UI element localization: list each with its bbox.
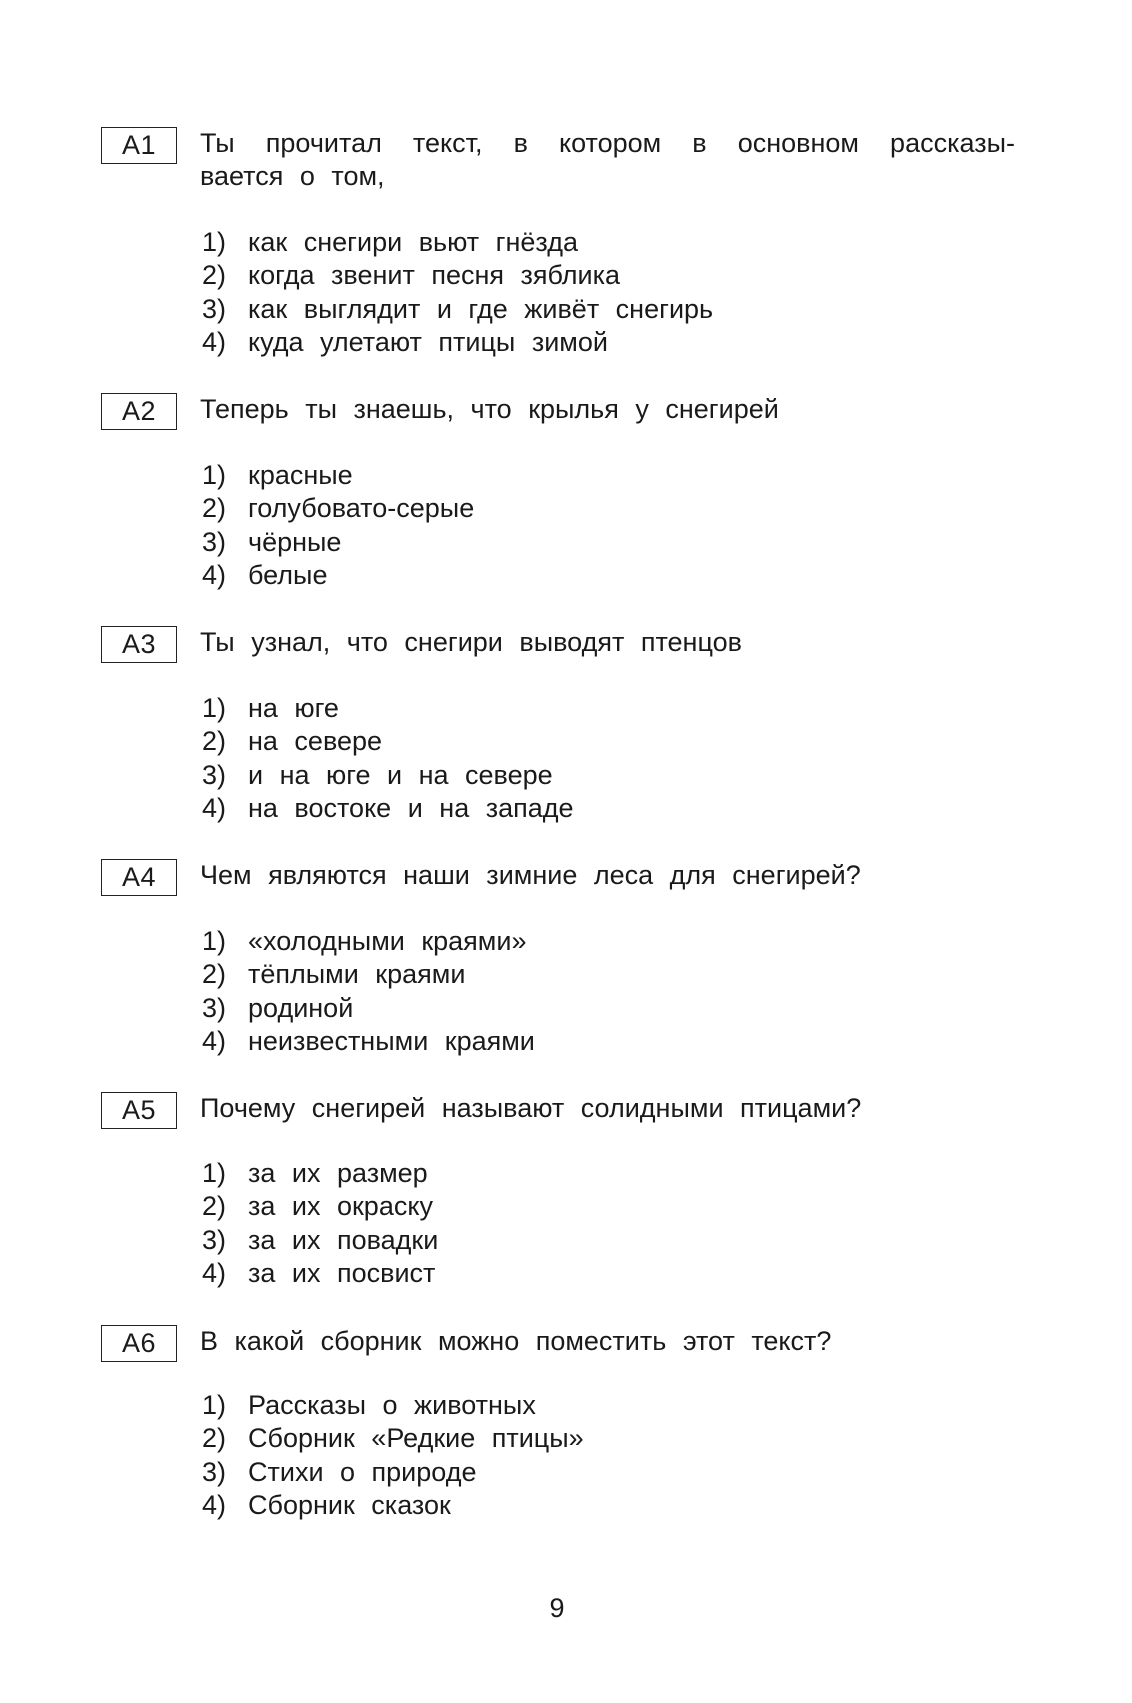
- answer-option[interactable]: 1) Рассказы о животных: [202, 1390, 536, 1420]
- answer-option[interactable]: 1) на юге: [202, 693, 339, 723]
- answer-option[interactable]: 1) как снегири вьют гнёзда: [202, 227, 578, 257]
- answer-options: [202, 925, 535, 1058]
- question-text-line: В какой сборник можно поместить этот текст?: [200, 1326, 832, 1356]
- answer-option[interactable]: 1) «холодными краями»: [202, 926, 527, 956]
- answer-option[interactable]: 3) родиной: [202, 992, 354, 1023]
- answer-option[interactable]: 2) голубовато-серые: [202, 493, 475, 524]
- answer-option[interactable]: 3) за их повадки: [202, 1224, 439, 1255]
- answer-option[interactable]: 3) и на юге и на севере: [202, 759, 553, 790]
- question-label-box: А5: [101, 1092, 177, 1129]
- question-text: [200, 859, 1020, 892]
- answer-option[interactable]: 2) на севере: [202, 726, 383, 757]
- answer-options: [202, 1157, 438, 1290]
- answer-option[interactable]: 3) как выглядит и где живёт снегирь: [202, 293, 714, 324]
- question-label-box: А2: [101, 393, 177, 430]
- answer-option[interactable]: 4) за их посвист: [202, 1257, 436, 1288]
- question-label-box: А1: [101, 127, 177, 164]
- answer-option[interactable]: 2) тёплыми краями: [202, 959, 466, 990]
- question-text: [200, 1325, 1020, 1358]
- answer-option[interactable]: 4) Сборник сказок: [202, 1489, 451, 1520]
- question-text: [200, 1092, 1020, 1125]
- page-number: 9: [549, 1593, 565, 1623]
- question-text-line: Ты прочитал текст, в котором в основном рассказы-: [200, 128, 1015, 158]
- answer-option[interactable]: 4) неизвестными краями: [202, 1025, 535, 1056]
- question-text-line: вается о том,: [200, 161, 385, 191]
- question-text: [200, 393, 1020, 426]
- answer-option[interactable]: 1) красные: [202, 460, 353, 490]
- answer-options: [202, 1389, 584, 1522]
- answer-options: [202, 459, 474, 592]
- question-text-line: Чем являются наши зимние леса для снегирей?: [200, 860, 861, 890]
- answer-option[interactable]: 4) на востоке и на западе: [202, 792, 574, 823]
- answer-option[interactable]: 2) Сборник «Редкие птицы»: [202, 1423, 584, 1454]
- question-text-line: Почему снегирей называют солидными птицами?: [200, 1093, 862, 1123]
- answer-option[interactable]: 4) белые: [202, 559, 328, 590]
- question-text: [200, 626, 1020, 659]
- answer-option[interactable]: 3) Стихи о природе: [202, 1456, 477, 1487]
- answer-option[interactable]: 2) за их окраску: [202, 1191, 433, 1222]
- question-label-box: А4: [101, 859, 177, 896]
- question-text: [200, 127, 1020, 193]
- answer-option[interactable]: 2) когда звенит песня зяблика: [202, 260, 621, 291]
- question-label-box: А6: [101, 1325, 177, 1362]
- question-text-line: Ты узнал, что снегири выводят птенцов: [200, 627, 742, 657]
- answer-options: [202, 692, 574, 825]
- question-label-box: А3: [101, 626, 177, 663]
- answer-option[interactable]: 4) куда улетают птицы зимой: [202, 326, 608, 357]
- answer-options: [202, 226, 713, 359]
- question-text-line: Теперь ты знаешь, что крылья у снегирей: [200, 394, 779, 424]
- answer-option[interactable]: 1) за их размер: [202, 1158, 428, 1188]
- answer-option[interactable]: 3) чёрные: [202, 526, 342, 557]
